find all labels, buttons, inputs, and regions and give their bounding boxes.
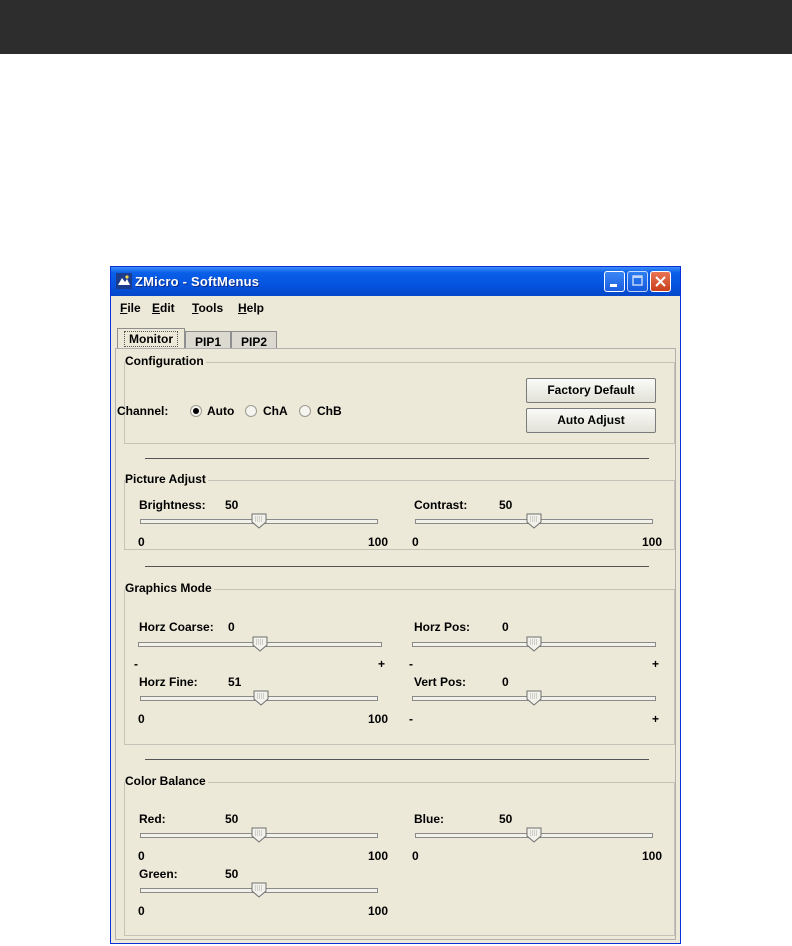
green-value: 50 — [225, 867, 239, 881]
contrast-slider-thumb[interactable] — [526, 513, 542, 529]
channel-label: Channel: — [117, 404, 169, 418]
blue-label: Blue: — [414, 812, 444, 826]
menu-bar — [111, 296, 680, 318]
horz-coarse-min: - — [134, 657, 138, 671]
tab-pip1[interactable]: PIP1 — [185, 331, 231, 348]
brightness-label: Brightness: — [139, 498, 206, 512]
contrast-min: 0 — [412, 535, 419, 549]
radio-cha[interactable] — [245, 405, 257, 417]
red-min: 0 — [138, 849, 145, 863]
green-max: 100 — [368, 904, 389, 918]
minimize-icon — [605, 272, 624, 291]
vert-pos-max: + — [652, 712, 660, 726]
red-value: 50 — [225, 812, 239, 826]
separator — [145, 458, 649, 459]
group-title: Picture Adjust — [125, 472, 206, 486]
blue-value: 50 — [499, 812, 513, 826]
vert-pos-min: - — [409, 712, 413, 726]
horz-coarse-label: Horz Coarse: — [139, 620, 214, 634]
menu-help[interactable]: Help — [238, 301, 265, 315]
group-title: Configuration — [125, 354, 204, 368]
picture-adjust-group — [124, 472, 675, 550]
title-bar[interactable] — [111, 267, 680, 296]
horz-coarse-max: + — [378, 657, 386, 671]
radio-cha-label: ChA — [263, 404, 288, 418]
horz-fine-slider-thumb[interactable] — [253, 690, 269, 706]
group-title: Color Balance — [125, 774, 206, 788]
group-title: Graphics Mode — [125, 581, 212, 595]
factory-default-button[interactable]: Factory Default — [526, 378, 656, 403]
horz-fine-label: Horz Fine: — [139, 675, 198, 689]
contrast-label: Contrast: — [414, 498, 468, 512]
auto-adjust-button[interactable]: Auto Adjust — [526, 408, 656, 433]
blue-min: 0 — [412, 849, 419, 863]
horz-pos-slider-thumb[interactable] — [526, 636, 542, 652]
horz-fine-min: 0 — [138, 712, 145, 726]
contrast-max: 100 — [642, 535, 663, 549]
softmenus-window — [110, 266, 681, 944]
graphics-mode-group — [124, 581, 675, 745]
separator — [145, 759, 649, 760]
brightness-max: 100 — [368, 535, 389, 549]
brightness-slider-thumb[interactable] — [251, 513, 267, 529]
window-title: ZMicro - SoftMenus — [135, 274, 260, 289]
monitor-tab-panel — [115, 348, 676, 940]
vert-pos-value: 0 — [502, 675, 509, 689]
minimize-button[interactable] — [604, 271, 625, 292]
vert-pos-slider-thumb[interactable] — [526, 690, 542, 706]
menu-tools[interactable]: Tools — [192, 301, 224, 315]
contrast-value: 50 — [499, 498, 513, 512]
radio-auto[interactable] — [190, 405, 202, 417]
app-icon — [116, 273, 132, 289]
blue-max: 100 — [642, 849, 663, 863]
brightness-value: 50 — [225, 498, 239, 512]
maximize-icon — [628, 272, 647, 291]
red-label: Red: — [139, 812, 166, 826]
radio-auto-label: Auto — [207, 404, 235, 418]
close-button[interactable] — [650, 271, 671, 292]
green-min: 0 — [138, 904, 145, 918]
configuration-group — [117, 354, 675, 444]
vert-pos-label: Vert Pos: — [414, 675, 467, 689]
horz-pos-label: Horz Pos: — [414, 620, 471, 634]
horz-pos-max: + — [652, 657, 660, 671]
brightness-min: 0 — [138, 535, 145, 549]
tab-monitor[interactable]: Monitor — [117, 328, 185, 348]
color-balance-group — [124, 774, 675, 936]
horz-coarse-slider-thumb[interactable] — [252, 636, 268, 652]
horz-pos-min: - — [409, 657, 413, 671]
horz-pos-value: 0 — [502, 620, 509, 634]
separator — [145, 566, 649, 567]
top-header-bar — [0, 0, 792, 54]
red-slider-thumb[interactable] — [251, 827, 267, 843]
red-max: 100 — [368, 849, 389, 863]
menu-file[interactable]: File — [120, 301, 141, 315]
radio-chb-label: ChB — [317, 404, 342, 418]
close-icon — [651, 272, 670, 291]
horz-coarse-value: 0 — [228, 620, 235, 634]
blue-slider-thumb[interactable] — [526, 827, 542, 843]
horz-fine-value: 51 — [228, 675, 242, 689]
green-slider-thumb[interactable] — [251, 882, 267, 898]
tab-pip2[interactable]: PIP2 — [231, 331, 277, 348]
green-label: Green: — [139, 867, 178, 881]
maximize-button[interactable] — [627, 271, 648, 292]
menu-edit[interactable]: Edit — [152, 301, 175, 315]
radio-chb[interactable] — [299, 405, 311, 417]
horz-fine-max: 100 — [368, 712, 389, 726]
